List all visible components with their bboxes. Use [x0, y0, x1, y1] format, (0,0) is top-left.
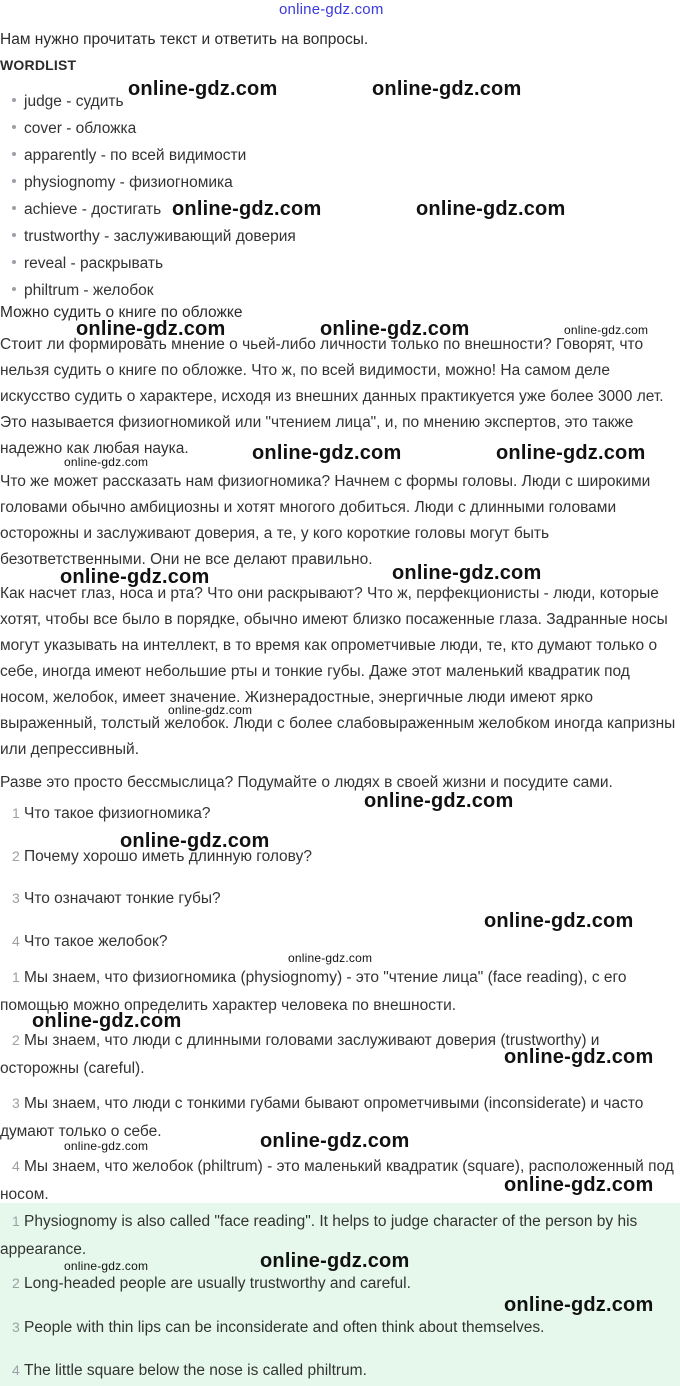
watermark: online-gdz.com	[372, 78, 522, 100]
wordlist-item: reveal - раскрывать	[12, 254, 163, 274]
bullet-icon	[12, 260, 16, 264]
answer-number: 3	[12, 1319, 20, 1335]
question-text: Что такое физиогномика?	[24, 805, 211, 822]
watermark: online-gdz.com	[172, 198, 322, 220]
watermark: online-gdz.com	[260, 1250, 410, 1272]
watermark: online-gdz.com	[320, 318, 470, 340]
question-text: Почему хорошо иметь длинную голову?	[24, 848, 312, 865]
wordlist-item: philtrum - желобок	[12, 281, 154, 301]
watermark: online-gdz.com	[504, 1294, 654, 1316]
answer-text: The little square below the nose is called philtrum.	[24, 1362, 367, 1379]
answer-text: Мы знаем, что физиогномика (physiognomy) - это "чтение лица" (face reading), с его помощью можно определить характер человека по внешности.	[0, 969, 627, 1014]
watermark: online-gdz.com	[252, 442, 402, 464]
watermark: online-gdz.com	[484, 910, 634, 932]
answer-number: 2	[12, 1275, 20, 1291]
watermark: online-gdz.com	[32, 1010, 182, 1032]
header-watermark: online-gdz.com	[279, 1, 384, 18]
question-number: 3	[12, 890, 20, 906]
question-number: 4	[12, 933, 20, 949]
watermark: online-gdz.com	[392, 562, 542, 584]
wordlist-item: achieve - достигать	[12, 200, 161, 220]
answer-text: People with thin lips can be inconsiderate and often think about themselves.	[24, 1319, 545, 1336]
watermark: online-gdz.com	[288, 951, 373, 965]
question	[0, 884, 676, 913]
bullet-icon	[12, 179, 16, 183]
question-number: 1	[12, 805, 20, 821]
intro-text: Нам нужно прочитать текст и ответить на вопросы.	[0, 31, 369, 48]
answer-number: 4	[12, 1158, 20, 1174]
answer-en	[0, 1356, 676, 1385]
watermark: online-gdz.com	[64, 1259, 149, 1273]
answer-number: 3	[12, 1095, 20, 1111]
paragraph: Как насчет глаз, носа и рта? Что они раскрывают? Что ж, перфекционисты - люди, которые хотят, чтобы все было в порядке, обычно имеют близко посаженные глаза. Задранные носы могут указывать на интеллект, в то время как опрометчивые люди, те, кто думают только о себе, иногда имеют небольшие рты и тонкие губы. Даже этот маленький квадратик под носом, желобок, имеет значение. Жизнерадостные, энергичные люди имеют ярко выраженный, толстый желобок. Люди с более слабовыраженным желобком иногда капризны или депрессивный.	[0, 585, 676, 758]
watermark: online-gdz.com	[168, 703, 253, 717]
answer-text: Physiognomy is also called "face reading". It helps to judge character of the person by his appearance.	[0, 1213, 638, 1258]
watermark: online-gdz.com	[364, 790, 514, 812]
bullet-icon	[12, 233, 16, 237]
watermark: online-gdz.com	[64, 455, 149, 469]
bullet-icon	[12, 206, 16, 210]
watermark: online-gdz.com	[76, 318, 226, 340]
answer-number: 1	[12, 1213, 20, 1229]
question	[0, 799, 676, 828]
paragraph: Разве это просто бессмыслица? Подумайте о людях в своей жизни и посудите сами.	[0, 774, 613, 791]
watermark: online-gdz.com	[416, 198, 566, 220]
watermark: online-gdz.com	[64, 1139, 149, 1153]
wordlist-item: cover - обложка	[12, 119, 136, 139]
wordlist-item: apparently - по всей видимости	[12, 146, 246, 166]
answer-number: 2	[12, 1032, 20, 1048]
watermark: online-gdz.com	[504, 1174, 654, 1196]
watermark: online-gdz.com	[60, 566, 210, 588]
bullet-icon	[12, 152, 16, 156]
watermark: online-gdz.com	[260, 1130, 410, 1152]
question-text: Что такое желобок?	[24, 933, 168, 950]
bullet-icon	[12, 287, 16, 291]
answer-text: Мы знаем, что желобок (philtrum) - это маленький квадратик (square), расположенный под носом.	[0, 1158, 674, 1203]
watermark: online-gdz.com	[504, 1046, 654, 1068]
paragraph: Что же может рассказать нам физиогномика? Начнем с формы головы. Люди с широкими головами обычно амбициозны и хотят многого добиться. Люди с длинными головами осторожны и заслуживают доверия, а те, у кого короткие головы могут быть безответственными. Они не все делают правильно.	[0, 473, 651, 568]
wordlist-title: WORDLIST	[0, 57, 77, 73]
answer-text: Мы знаем, что люди с длинными головами заслуживают доверия (trustworthy) и осторожны (careful).	[0, 1032, 600, 1077]
watermark: online-gdz.com	[496, 442, 646, 464]
wordlist-item: judge - судить	[12, 92, 124, 112]
question-text: Что означают тонкие губы?	[24, 890, 221, 907]
bullet-icon	[12, 98, 16, 102]
watermark: online-gdz.com	[564, 323, 649, 337]
article-title: Можно судить о книге по обложке	[0, 304, 243, 321]
question-number: 2	[12, 848, 20, 864]
wordlist-item: physiognomy - физиогномика	[12, 173, 233, 193]
answer-number: 1	[12, 969, 20, 985]
answer-number: 4	[12, 1362, 20, 1378]
answer-en	[0, 1313, 676, 1342]
watermark: online-gdz.com	[128, 78, 278, 100]
paragraph: Стоит ли формировать мнение о чьей-либо личности только по внешности? Говорят, что нельзя судить о книге по обложке. Что ж, по всей видимости, можно! На самом деле искусство судить о характере, исходя из внешних данных практикуется уже более 3000 лет. Это называется физиогномикой или "чтением лица", и, по мнению экспертов, это также надежно как любая наука.	[0, 336, 664, 457]
wordlist-item: trustworthy - заслуживающий доверия	[12, 227, 296, 247]
bullet-icon	[12, 125, 16, 129]
question	[0, 842, 676, 871]
answer-text: Long-headed people are usually trustworthy and careful.	[24, 1275, 411, 1292]
watermark: online-gdz.com	[120, 830, 270, 852]
answer-text: Мы знаем, что люди с тонкими губами бывают опрометчивыми (inconsiderate) и часто думают только о себе.	[0, 1095, 644, 1140]
